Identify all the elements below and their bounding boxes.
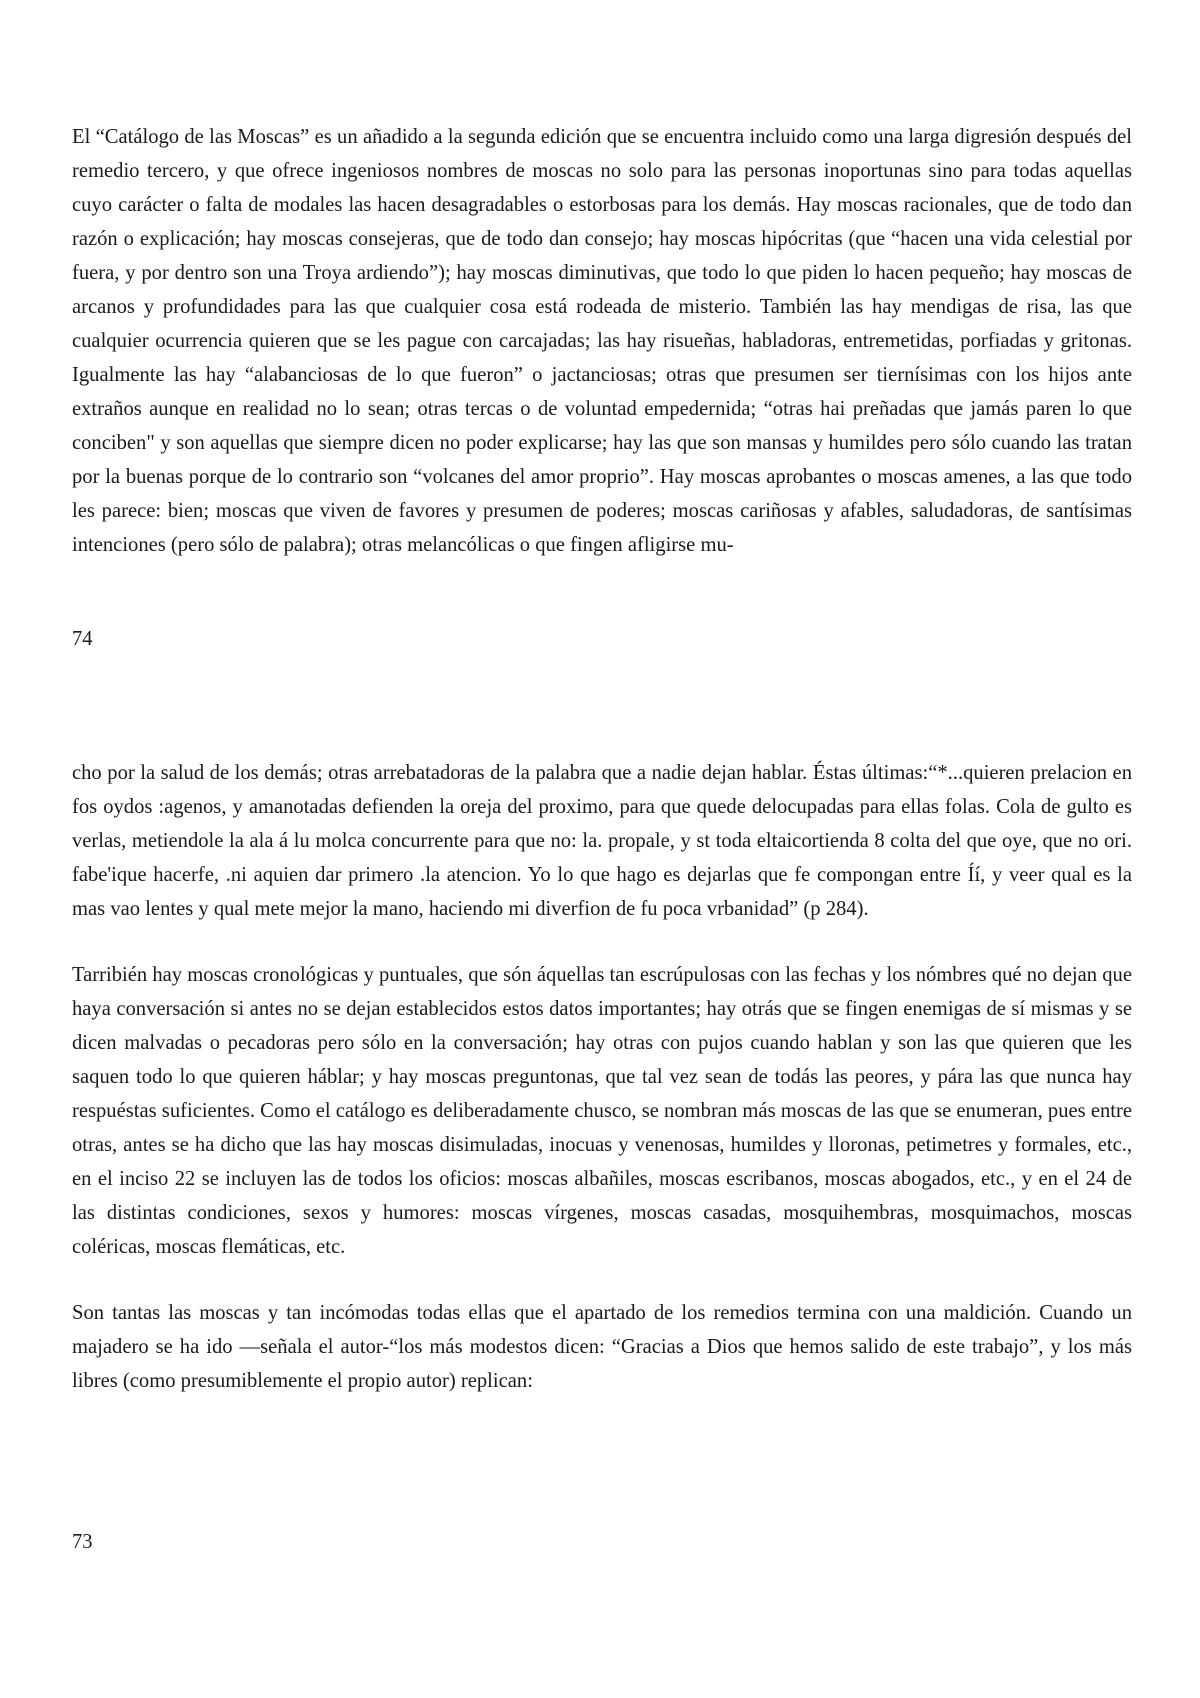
paragraph: cho por la salud de los demás; otras arrebatadoras de la palabra que a nadie dejan hablar. Éstas últimas:“*...quieren prelacion en fos oydos :agenos, y amanotadas defienden la oreja del proximo, para que quede delocupadas para ellas folas. Cola de gulto es verlas, metiendole la ala á lu molca concurrente para que no: la. propale, y st toda eltaicortienda 8 colta del que oye, que no ori. fabe'ique hacerfe, .ni aquien dar primero .la atencion. Yo lo que hago es dejarlas que fe compongan entre Íí, y veer qual es la mas vao lentes y qual mete mejor la mano, haciendo mi diverfion de fu poca vrbanidad” (p 284). [72,762,1132,920]
page-number: 73 [72,1531,93,1553]
paragraph: Son tantas las moscas y tan incómodas todas ellas que el apartado de los remedios termina con una maldición. Cuando un majadero se ha ido —señala el autor-“los más modestos dicen: “Gracias a Dios que hemos salido de este trabajo”, y los más libres (como presumiblemente el propio autor) replican: [72,1302,1132,1392]
page-number: 74 [72,628,93,650]
paragraph: El “Catálogo de las Moscas” es un añadido a la segunda edición que se encuentra incluido como una larga digresión después del remedio tercero, y que ofrece ingeniosos nombres de moscas no solo para las personas inoportunas sino para todas aquellas cuyo carácter o falta de modales las hacen desagradables o estorbosas para los demás. Hay moscas racionales, que de todo dan razón o explicación; hay moscas consejeras, que de todo dan consejo; hay moscas hipócritas (que “hacen una vida celestial por fuera, y por dentro son una Troya ardiendo”); hay moscas diminutivas, que todo lo que piden lo hacen pequeño; hay moscas de arcanos y profundidades para las que cualquier cosa está rodeada de misterio. También las hay mendigas de risa, las que cualquier ocurrencia quieren que se les pague con carcajadas; las hay risueñas, habladoras, entremetidas, porfiadas y gritonas. Igualmente las hay “alabanciosas de lo que fueron” o jactanciosas; otras que presumen ser tiernísimas con los hijos ante extraños aunque en realidad no lo sean; otras tercas o de voluntad empedernida; “otras hai preñadas que jamás paren lo que conciben" y son aquellas que siempre dicen no poder explicarse; hay las que son mansas y humildes pero sólo cuando las tratan por la buenas porque de lo contrario son “volcanes del amor proprio”. Hay moscas aprobantes o moscas amenes, a las que todo les parece: bien; moscas que viven de favores y presumen de poderes; moscas cariñosas y afables, saludadoras, de santísimas intenciones (pero sólo de palabra); otras melancólicas o que fingen afligirse mu- [72,126,1132,556]
page-73-body [72,756,1132,1398]
paragraph: Tarribién hay moscas cronológicas y puntuales, que són áquellas tan escrúpulosas con las fechas y los nómbres qué no dejan que haya conversación si antes no se dejan establecidos estos datos importantes; hay otrás que se fingen enemigas de sí mismas y se dicen malvadas o pecadoras pero sólo en la conversación; hay otras con pujos cuando hablan y son las que quieren que les saquen todo lo que quieren háblar; y hay moscas preguntonas, que tal vez sean de todás las peores, y pára las que nunca hay respuéstas suficientes. Como el catálogo es deliberadamente chusco, se nombran más moscas de las que se enumeran, pues entre otras, antes se ha dicho que las hay moscas disimuladas, inocuas y venenosas, humildes y lloronas, petimetres y formales, etc., en el inciso 22 se incluyen las de todos los oficios: moscas albañiles, moscas escribanos, moscas abogados, etc., y en el 24 de las distintas condiciones, sexos y humores: moscas vírgenes, moscas casadas, mosquihembras, mosquimachos, moscas coléricas, moscas flemáticas, etc. [72,964,1132,1258]
page-74-body [72,120,1132,562]
